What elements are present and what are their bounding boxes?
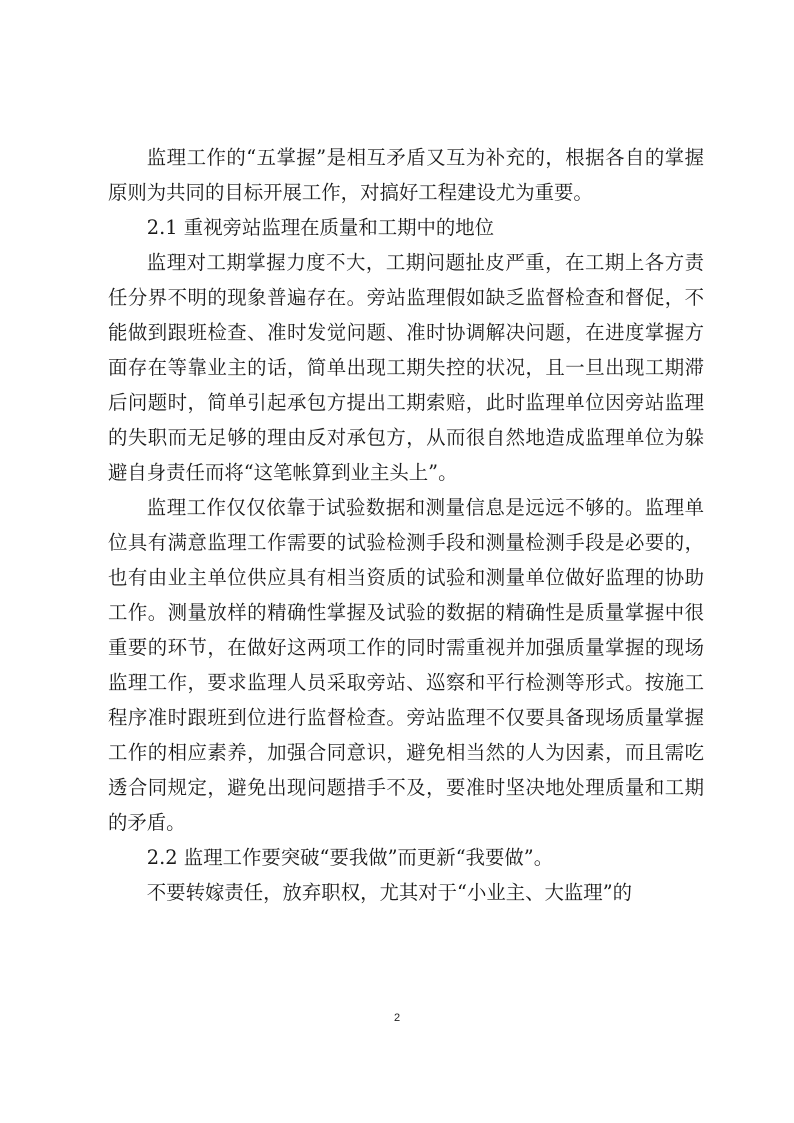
paragraph-responsibility: 不要转嫁责任，放弃职权，尤其对于“小业主、大监理”的 [146,881,632,904]
paragraph-quality-control: 监理工作仅仅依靠于试验数据和测量信息是远远不够的。监理单位具有满意监理工作需要的试验检测手段和测量检测手段是必要的，也有由业主单位供应具有相当资质的试验和测量单位做好监理的协助工作。测量放样的精确性掌握及试验的数据的精确性是质量掌握中很重要的环节，在做好这两项工作的同时需重视并加强质量掌握的现场监理工作，要求监理人员采取旁站、巡察和平行检测等形式。按施工程序准时跟班到位进行监督检查。旁站监理不仅要具备现场质量掌握工作的相应素养，加强合同意识，避免相当然的人为因素，而且需吃透合同规定，避免出现问题措手不及，要准时坚决地处理质量和工期的矛盾。 [108,496,704,834]
paragraph-schedule-control: 监理对工期掌握力度不大，工期问题扯皮严重，在工期上各方责任分界不明的现象普遍存在。旁站监理假如缺乏监督检查和督促，不能做到跟班检查、准时发觉问题、准时协调解决问题，在进度掌握方面存在等靠业主的话，简单出现工期失控的状况，且一旦出现工期滞后问题时，简单引起承包方提出工期索赔，此时监理单位因旁站监理的失职而无足够的理由反对承包方，从而很自然地造成监理单位为躲避自身责任而将“这笔帐算到业主头上”。 [108,251,704,484]
section-heading-2-2: 2.2 监理工作要突破“要我做”而更新“我要做”。 [146,846,554,869]
section-heading-2-1: 2.1 重视旁站监理在质量和工期中的地位 [146,216,495,239]
paragraph-intro: 监理工作的“五掌握”是相互矛盾又互为补充的，根据各自的掌握原则为共同的目标开展工作，对搞好工程建设尤为重要。 [108,146,704,204]
page-number: 2 [393,1012,401,1024]
document-body [108,140,704,910]
